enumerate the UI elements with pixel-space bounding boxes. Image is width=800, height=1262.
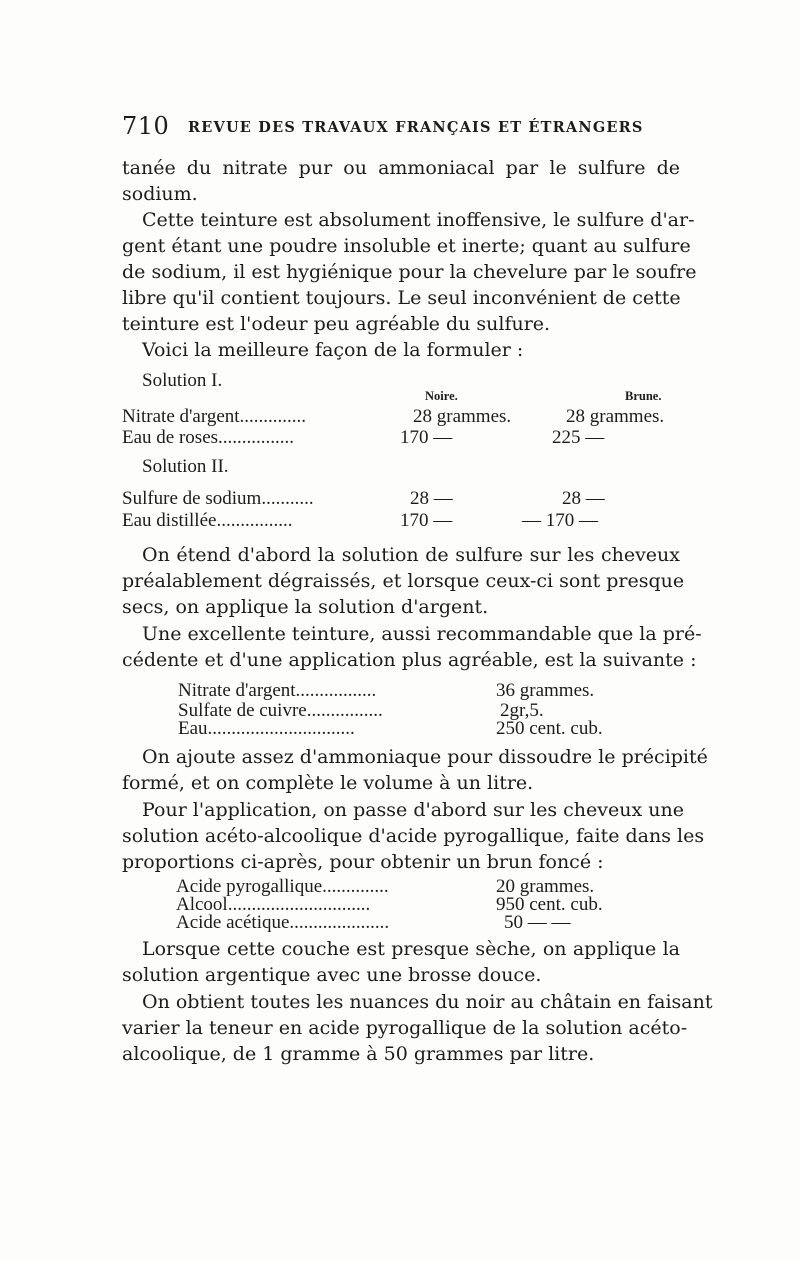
row-value-brune: — 170 — — [522, 510, 598, 531]
row-value: 950 cent. cub. — [496, 894, 603, 915]
text-line: Lorsque cette couche est presque sèche, on applique la — [142, 938, 680, 960]
row-value: 250 cent. cub. — [496, 718, 603, 739]
row-label: Nitrate d'argent................. — [178, 680, 377, 701]
row-value-brune: 225 — — [552, 427, 605, 448]
row-value-noire: 170 — — [400, 427, 453, 448]
text-line: alcoolique, de 1 gramme à 50 grammes par litre. — [122, 1043, 595, 1065]
text-line: proportions ci-après, pour obtenir un brun foncé : — [122, 851, 604, 873]
solution-heading: Solution II. — [142, 456, 229, 477]
row-label: Sulfate de cuivre................ — [178, 700, 383, 721]
text-line: Pour l'application, on passe d'abord sur les cheveux une — [142, 799, 684, 821]
row-label: Acide pyrogallique.............. — [176, 876, 389, 897]
row-label: Sulfure de sodium........... — [122, 488, 314, 509]
row-label: Eau distillée................ — [122, 510, 293, 531]
text-line: formé, et on complète le volume à un litre. — [122, 772, 534, 794]
text-line: sodium. — [122, 183, 198, 205]
text-line: secs, on applique la solution d'argent. — [122, 596, 489, 618]
row-label: Acide acétique..................... — [176, 912, 390, 933]
solution-heading: Solution I. — [142, 370, 223, 391]
text-line: solution argentique avec une brosse douce. — [122, 964, 542, 986]
column-header-brune: Brune. — [625, 389, 662, 403]
text-line: Une excellente teinture, aussi recommandable que la pré- — [142, 623, 702, 645]
page-header — [122, 112, 682, 146]
text-line: On ajoute assez d'ammoniaque pour dissoudre le précipité — [142, 746, 708, 768]
row-value: 50 — — — [504, 912, 571, 933]
text-line: solution acéto-alcoolique d'acide pyrogallique, faite dans les — [122, 825, 705, 847]
text-line: gent étant une poudre insoluble et inerte; quant au sulfure — [122, 235, 691, 257]
row-value: 36 grammes. — [496, 680, 595, 701]
row-value-brune: 28 grammes. — [566, 406, 665, 427]
row-value-noire: 28 — — [410, 488, 453, 509]
text-line: libre qu'il contient toujours. Le seul inconvénient de cette — [122, 287, 681, 309]
text-line: On obtient toutes les nuances du noir au châtain en faisant — [142, 991, 713, 1013]
text-line: teinture est l'odeur peu agréable du sulfure. — [122, 313, 551, 335]
row-label: Nitrate d'argent.............. — [122, 406, 307, 427]
row-value-noire: 170 — — [400, 510, 453, 531]
row-value: 2gr,5. — [500, 700, 544, 721]
page-number: 710 — [122, 112, 170, 140]
text-line: Cette teinture est absolument inoffensive, le sulfure d'ar- — [142, 209, 695, 231]
row-label: Eau de roses................ — [122, 427, 295, 448]
text-line: cédente et d'une application plus agréable, est la suivante : — [122, 649, 697, 671]
text-line: On étend d'abord la solution de sulfure sur les cheveux — [142, 544, 680, 566]
row-value: 20 grammes. — [496, 876, 595, 897]
column-header-noire: Noire. — [425, 389, 458, 403]
running-title: REVUE DES TRAVAUX FRANÇAIS ET ÉTRANGERS — [188, 119, 644, 136]
text-line: varier la teneur en acide pyrogallique de la solution acéto- — [122, 1017, 688, 1039]
text-line: Voici la meilleure façon de la formuler : — [142, 339, 524, 361]
row-label: Eau............................... — [178, 718, 355, 739]
text-line: tanée du nitrate pur ou ammoniacal par le sulfure de — [122, 157, 680, 179]
text-line: de sodium, il est hygiénique pour la chevelure par le soufre — [122, 261, 697, 283]
row-label: Alcool.............................. — [176, 894, 371, 915]
row-value-brune: 28 — — [562, 488, 605, 509]
row-value-noire: 28 grammes. — [413, 406, 512, 427]
text-line: préalablement dégraissés, et lorsque ceux-ci sont presque — [122, 570, 685, 592]
